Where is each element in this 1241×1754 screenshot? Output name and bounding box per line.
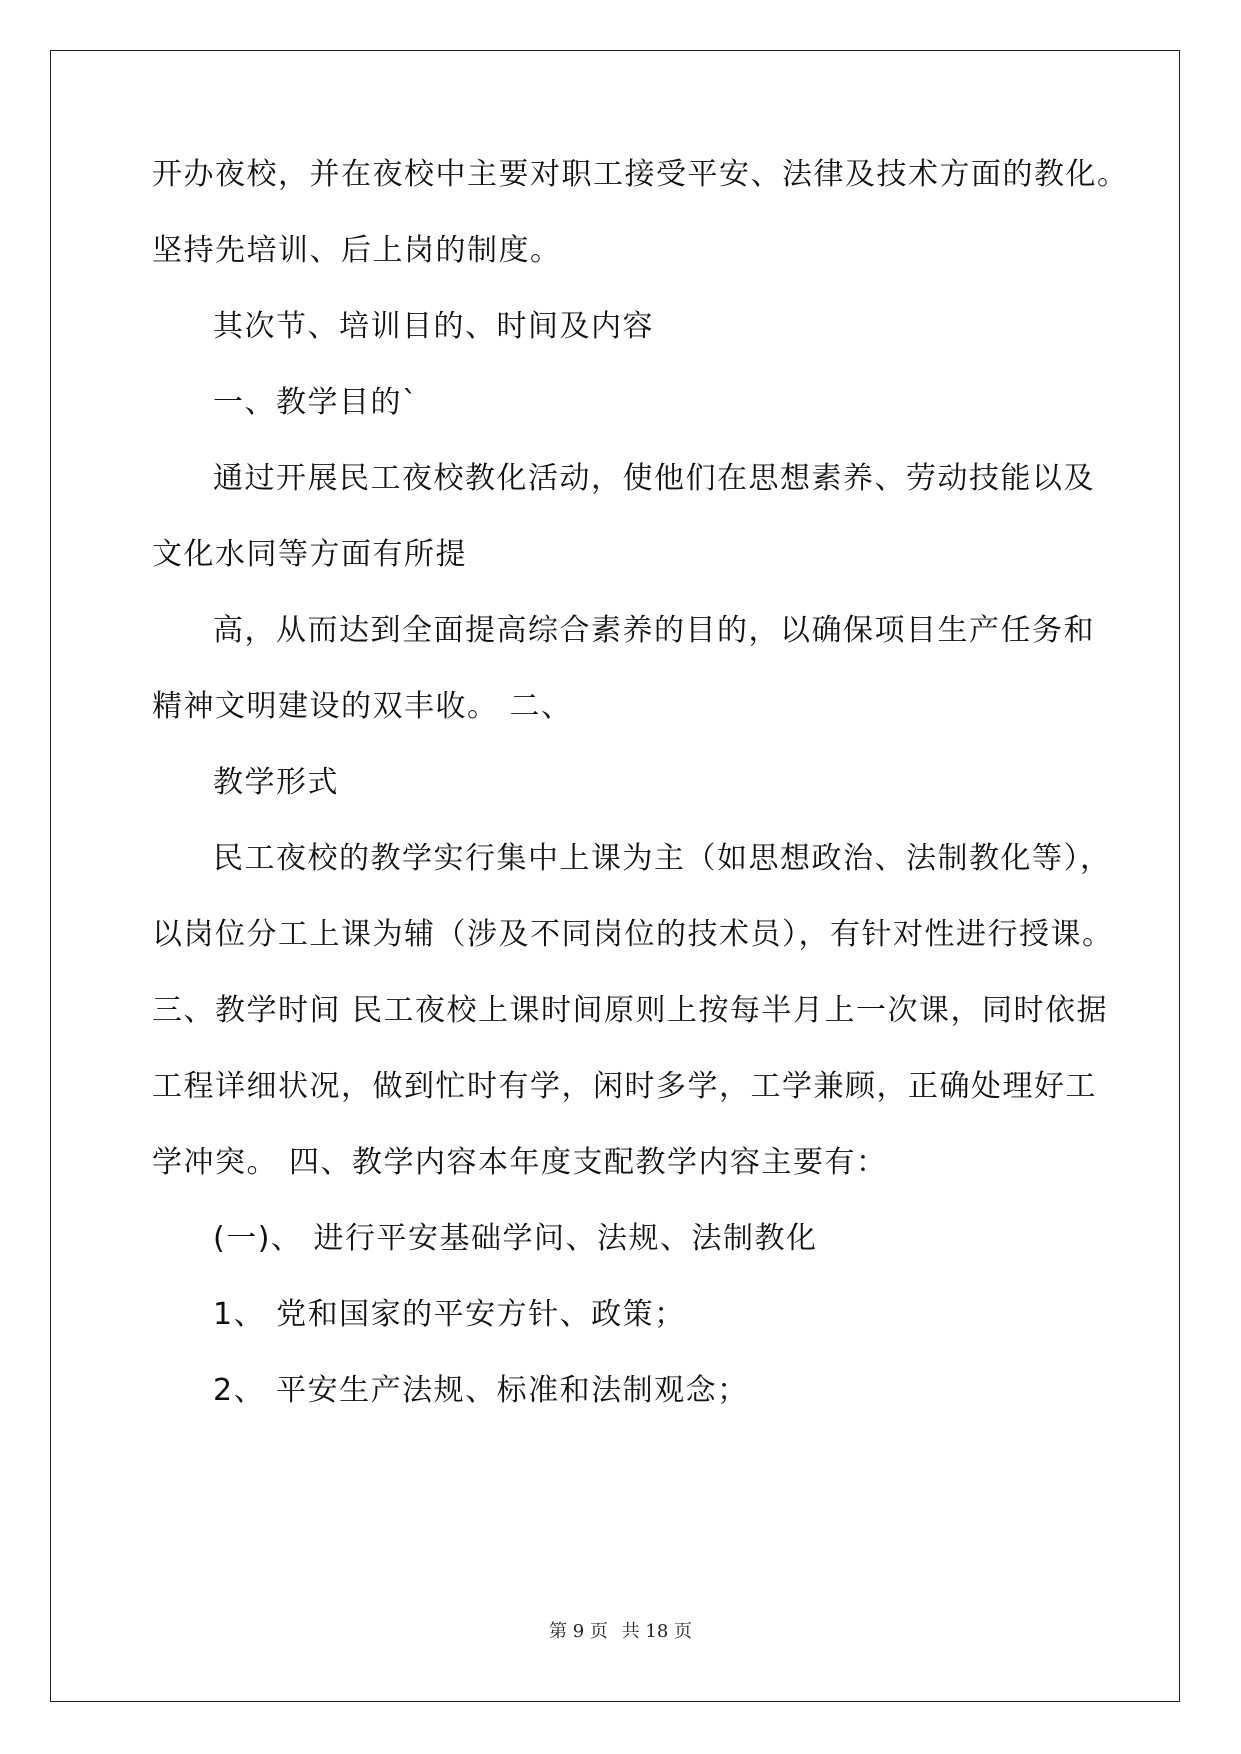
section-heading: 其次节、培训目的、时间及内容 bbox=[213, 309, 654, 344]
list-heading: (一)、 进行平安基础学问、法规、法制教化 bbox=[213, 1221, 818, 1256]
page-total: 共 18 页 bbox=[621, 1621, 692, 1642]
subsection-heading: 教学形式 bbox=[213, 765, 339, 800]
paragraph-line: 学冲突。 四、教学内容本年度支配教学内容主要有： bbox=[152, 1145, 888, 1180]
list-item: 2、 平安生产法规、标准和法制观念； bbox=[213, 1373, 749, 1408]
list-item: 1、 党和国家的平安方针、政策； bbox=[213, 1297, 686, 1332]
paragraph-line: 高，从而达到全面提高综合素养的目的，以确保项目生产任务和 bbox=[213, 613, 1095, 648]
paragraph-line: 精神文明建设的双丰收。 二、 bbox=[152, 689, 573, 724]
paragraph-line: 民工夜校的教学实行集中上课为主（如思想政治、法制教化等）， bbox=[213, 841, 1112, 876]
subsection-heading: 一、教学目的` bbox=[213, 385, 419, 420]
paragraph-line: 以岗位分工上课为辅（涉及不同岗位的技术员），有针对性进行授课。 bbox=[152, 917, 1114, 952]
paragraph-line: 通过开展民工夜校教化活动，使他们在思想素养、劳动技能以及 bbox=[213, 461, 1095, 496]
paragraph-line: 文化水同等方面有所提 bbox=[152, 537, 467, 572]
paragraph-line: 开办夜校，并在夜校中主要对职工接受平安、法律及技术方面的教化。 bbox=[152, 157, 1129, 192]
paragraph-line: 坚持先培训、后上岗的制度。 bbox=[152, 233, 562, 268]
paragraph-line: 三、教学时间 民工夜校上课时间原则上按每半月上一次课，同时依据 bbox=[152, 993, 1109, 1028]
page-number: 第 9 页 bbox=[549, 1621, 608, 1642]
page-footer bbox=[0, 1620, 1241, 1644]
paragraph-line: 工程详细状况，做到忙时有学，闲时多学，工学兼顾，正确处理好工 bbox=[152, 1069, 1097, 1104]
